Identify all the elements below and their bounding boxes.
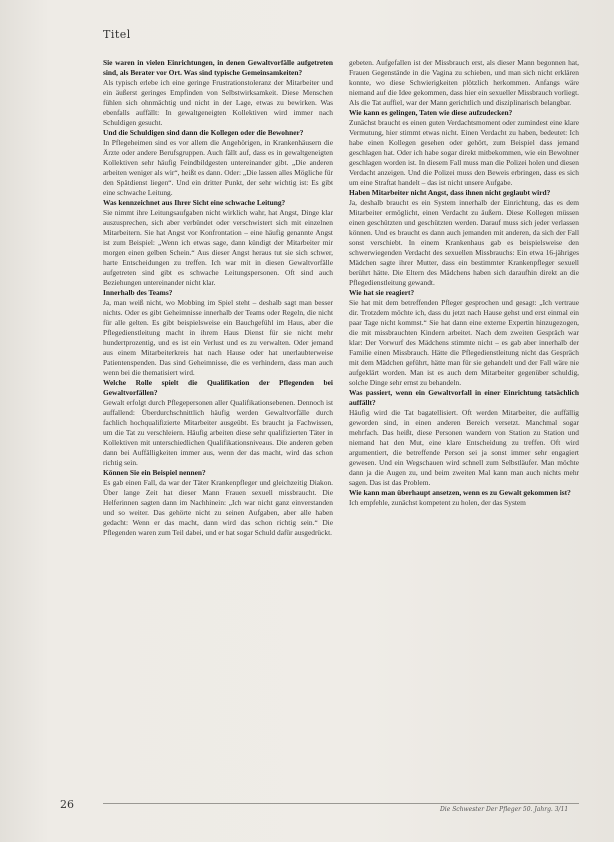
interview-question: Sie waren in vielen Einrichtungen, in denen Gewaltvorfälle aufgetreten sind, als Berater vor Ort. Was sind typische Gemeinsamkeiten? <box>103 58 333 77</box>
interview-question: Was kennzeichnet aus Ihrer Sicht eine schwache Leitung? <box>103 198 286 207</box>
interview-question: Wie kann man überhaupt ansetzen, wenn es zu Gewalt gekommen ist? <box>349 488 571 497</box>
interview-answer: Als typisch erlebe ich eine geringe Frustrationstoleranz der Mitarbeiter und ein äußerst geringes Empfinden von Selbstwirksamkeit. Diese Menschen fühlen sich ohnmächtig und nicht in der Lage, etwas zu bewirken. Was ebenfalls auffällt: In gewaltgeneigten Kollektiven wird immer nach Schuldigen gesucht. <box>103 78 333 127</box>
article-body <box>103 58 579 803</box>
interview-answer: Es gab einen Fall, da war der Täter Krankenpfleger und gleichzeitig Diakon. Über lange Zeit hat dieser Mann Frauen sexuell missbraucht. Die Helferinnen sagten dann im Nachhinein: „Ich war nicht ganz einverstanden und so weiter. Das gehörte nicht zu seinen Aufgaben, aber alle haben gedacht: Wenn er das macht, dann wird das schon richtig sein.“ Die Pflegenden waren zum Teil dabei, und er hat sogar Schuld dafür ausgedrückt. <box>103 478 333 537</box>
footer-source: Die Schwester Der Pfleger 50. Jahrg. 3/11 <box>440 806 569 813</box>
interview-answer: Zunächst braucht es einen guten Verdachtsmoment oder zumindest eine klare Vermutung, hier stimmt etwas nicht. Einen Verdacht zu haben, bedeutet: Ich habe einen Kollegen gesehen oder gehört, zum Beispiel dass jemand geschlagen hat. Oder ich habe sogar direkt mitbekommen, wie ein Bewohner geschlagen worden ist. In diesem Fall muss man die Polizei holen und diesen Verdacht anzeigen. Und die Polizei muss den Beweis erbringen, dass es sich um eine Straftat handelt – das ist nicht unsere Aufgabe. <box>349 118 579 187</box>
running-header-title: Titel <box>103 28 131 41</box>
interview-answer: Ja, man weiß nicht, wo Mobbing im Spiel steht – deshalb sagt man besser nichts. Oder es gibt Geheimnisse innerhalb der Teams oder Regeln, die nicht für alle gelten. Es gibt beispielsweise ein Bauchgefühl im Haus, aber die Pflegedienstleitung macht in ihrem Haus Dienst für sie nicht mehr hundertprozentig, und es ist ein Verlust und es zu verwalten. Oder jemand aus einem Mitarbeiterkreis hat nach Hause oder hat unerlaubterweise Patientenspenden. Das sind Geheimnisse, die es verhindern, dass man auch wenn bei die thematisiert wird. <box>103 298 333 377</box>
interview-answer: Ich empfehle, zunächst kompetent zu holen, der das System <box>349 498 526 507</box>
interview-answer: Häufig wird die Tat bagatellisiert. Oft werden Mitarbeiter, die auffällig geworden sind, in einen anderen Bereich versetzt. Manchmal sogar mehrfach. Das heißt, diese Personen wandern von Station zu Station und niemand hat den Mut, eine klare Entscheidung zu treffen. Oft wird argumentiert, die betreffende Person sei ja sonst immer sehr engagiert gewesen. Und ein Wegschauen wird schnell zum Selbstläufer. Man möchte dann ja die Augen zu, und beim zweiten Mal kann man auch nichts mehr sagen. Das ist das Problem. <box>349 408 579 487</box>
left-column <box>103 58 333 803</box>
right-column <box>349 58 579 803</box>
interview-question: Können Sie ein Beispiel nennen? <box>103 468 206 477</box>
interview-answer: Sie nimmt ihre Leitungsaufgaben nicht wirklich wahr, hat Angst, Dinge klar auszusprechen, sich aber verbündet oder verschwistert sich mit einzelnen Mitarbeitern. Sie hat Angst vor Konfrontation – eine häufig genannte Angst ist zum Beispiel: „Wenn ich etwas sage, dann kündigt der Mitarbeiter mir morgen einen gelben Schein.“ Aus dieser Angst heraus tut sie sich schwer, harte Entscheidungen zu treffen. Ich war mit in diesen Gewaltvorfälle aufgetreten sind gibt es schwache Leitungspersonen. Oft sind auch Beziehungen untereinander nicht klar. <box>103 208 333 287</box>
page-number: 26 <box>60 798 74 811</box>
interview-question: Wie kann es gelingen, Taten wie diese aufzudecken? <box>349 108 513 117</box>
interview-answer: Gewalt erfolgt durch Pflegepersonen aller Qualifikationsebenen. Dennoch ist auffallend: Überdurchschnittlich häufig werden Gewaltvorfälle durch fachlich hochqualifizierte Mitarbeiter ausgeübt. Es braucht ja Fachwissen, um die Tat zu verschleiern. Häufig arbeiten diese sehr qualifizierten Täter in Kollektiven mit unterschiedlichen Qualifikationsniveaus. Die anderen geben dann bei Auffälligkeiten immer aus, wenn der das macht, wird das schon richtig sein. <box>103 398 333 467</box>
interview-answer: In Pflegeheimen sind es vor allem die Angehörigen, in Krankenhäusern die Ärzte oder andere Berufsgruppen. Auch fällt auf, dass es in gewaltgeneigten Kollektiven sehr häufig Feindbildgesten untereinander gibt. „Die anderen arbeiten weniger als wir“, heißt es dann. Oder: „Die lassen alles Mögliche für den Spätdienst liegen“. Und ein dritter Punkt, der sehr wichtig ist: Es gibt eine schwache Leitung. <box>103 138 333 197</box>
interview-answer: Sie hat mit dem betreffenden Pfleger gesprochen und gesagt: „Ich vertraue dir. Trotzdem möchte ich, dass du jetzt nach Hause gehst und erst einmal ein paar Tage nicht kommst.“ Sie hat dann eine externe Expertin hinzugezogen, die mit missbrauchten Kindern arbeitet. Nach dem zweiten Gespräch war klar: Der Vorwurf des Mädchens stimmte nicht – es gab aber innerhalb der Familie einen Missbrauch. Hätte die Pflegedienstleitung nicht das Gespräch mit dem Mädchen geführt, hätte man für sie gehandelt und der Fall wäre nie aufgeklärt worden. Man ist es auch dem Mitarbeiter gegenüber schuldig, solche Dinge sehr ernst zu behandeln. <box>349 298 579 387</box>
interview-answer: Ja, deshalb braucht es ein System innerhalb der Einrichtung, das es dem Mitarbeiter ermöglicht, einen Verdacht zu äußern. Diese Kollegen müssen einen geschützten und geschützten werden. Darauf muss sich jeder verlassen können. Und es braucht es dann auch jemanden mit anderen, da sich der Fall sonst verschiebt. In einem Krankenhaus gab es beispielsweise den schwerwiegenden Verdacht des sexuellen Missbrauchs: Ein etwa 16-jähriges Mädchen sagte ihrer Mutter, dass ein bestimmter Krankenpfleger sexuell berührt hätte. Die Eltern des Mädchens haben sich daraufhin direkt an die Pflegedienstleitung gewandt. <box>349 198 579 287</box>
interview-question: Wie hat sie reagiert? <box>349 288 415 297</box>
interview-question: Innerhalb des Teams? <box>103 288 173 297</box>
interview-question: Was passiert, wenn ein Gewaltvorfall in einer Einrichtung tatsächlich auffällt? <box>349 388 579 407</box>
interview-question: Haben Mitarbeiter nicht Angst, dass ihnen nicht geglaubt wird? <box>349 188 551 197</box>
interview-question: Welche Rolle spielt die Qualifikation der Pflegenden bei Gewaltvorfällen? <box>103 378 333 397</box>
interview-answer: gebeten. Aufgefallen ist der Missbrauch erst, als dieser Mann begonnen hat, Frauen Gegenstände in die Vagina zu schieben, und man sich nicht erklären konnte, wo diese Schwierigkeiten plötzlich herkommen. Anfangs wäre niemand auf die Idee gekommen, dass hier ein sexueller Missbrauch vorliegt. Als die Tat auffiel, war der Mann gerichtlich und disziplinarisch belangbar. <box>349 58 579 107</box>
footer-divider <box>103 803 579 804</box>
interview-question: Und die Schuldigen sind dann die Kollegen oder die Bewohner? <box>103 128 304 137</box>
